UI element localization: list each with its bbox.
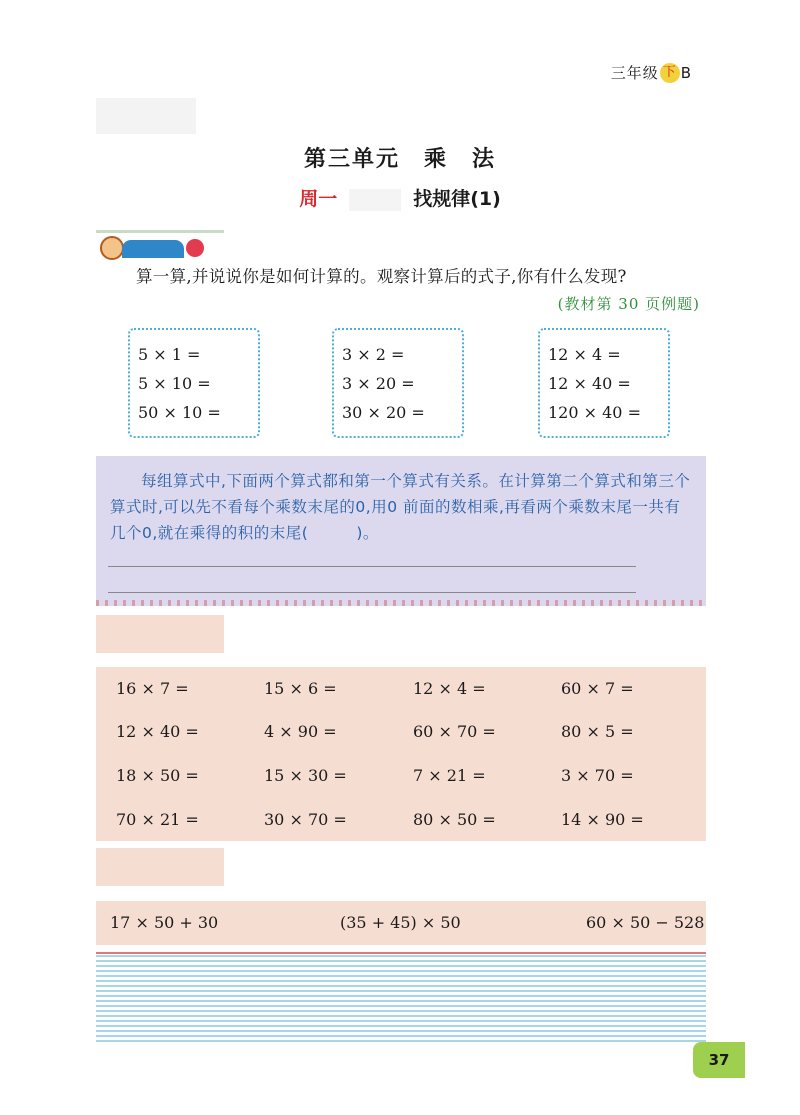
grid-cell: 80 × 50 = [413, 810, 496, 829]
hint-text: 每组算式中,下面两个算式都和第一个算式有关系。在计算第二个算式和第三个算式时,可以先不看每个乘数末尾的0,用0 前面的数相乘,再看两个乘数末尾一共有几个0,就在乘得的积的末尾( )。 [110, 472, 691, 542]
grid-cell: 12 × 40 = [116, 722, 199, 741]
header-placeholder [96, 98, 196, 134]
equation: 30 × 20 = [342, 403, 425, 422]
mixed-calc-row [96, 901, 706, 945]
equation-group-1 [128, 328, 260, 438]
answer-line-1[interactable] [108, 566, 636, 567]
grid-cell: 80 × 5 = [561, 722, 634, 741]
equation: 3 × 2 = [342, 345, 405, 364]
working-area[interactable] [96, 952, 706, 1042]
grade-label [611, 62, 692, 83]
oral-calc-grid [96, 667, 706, 841]
hint-box [96, 456, 706, 606]
oral-calc-badge [96, 230, 224, 258]
mascot-icon [100, 236, 124, 260]
lesson-gap [349, 189, 401, 211]
grid-cell: 18 × 50 = [116, 766, 199, 785]
equation: 5 × 1 = [138, 345, 201, 364]
grid-cell: 30 × 70 = [264, 810, 347, 829]
equation: 5 × 10 = [138, 374, 211, 393]
textbook-reference: (教材第 30 页例题) [557, 295, 700, 313]
section-question: 算一算,并说说你是如何计算的。观察计算后的式子,你有什么发现? [136, 267, 627, 286]
unit-title: 第三单元 乘 法 [303, 147, 496, 172]
equation: 3 × 20 = [342, 374, 415, 393]
equation: 120 × 40 = [548, 403, 641, 422]
mixed-expression: (35 + 45) × 50 [340, 913, 461, 932]
page-number: 37 [693, 1042, 745, 1078]
mixed-expression: 60 × 50 − 528 [586, 913, 705, 932]
lesson-topic: 找规律(1) [413, 188, 501, 210]
equation-group-2 [332, 328, 464, 438]
mixed-expression: 17 × 50 + 30 [110, 913, 219, 932]
grid-cell: 70 × 21 = [116, 810, 199, 829]
grid-cell: 60 × 7 = [561, 679, 634, 698]
lesson-day: 周一 [299, 188, 338, 210]
semester-badge: 下 [660, 63, 680, 83]
grid-cell: 14 × 90 = [561, 810, 644, 829]
equation: 12 × 4 = [548, 345, 621, 364]
grid-cell: 12 × 4 = [413, 679, 486, 698]
grade-prefix: 三年级 [610, 64, 659, 82]
answer-line-2[interactable] [108, 592, 636, 593]
section-3-label-placeholder [96, 848, 224, 886]
equation: 50 × 10 = [138, 403, 221, 422]
equation-group-3 [538, 328, 670, 438]
grid-cell: 3 × 70 = [561, 766, 634, 785]
grid-cell: 4 × 90 = [264, 722, 337, 741]
grid-cell: 16 × 7 = [116, 679, 189, 698]
grid-cell: 7 × 21 = [413, 766, 486, 785]
grid-cell: 15 × 6 = [264, 679, 337, 698]
grid-cell: 15 × 30 = [264, 766, 347, 785]
equation: 12 × 40 = [548, 374, 631, 393]
lesson-title [0, 184, 800, 211]
grade-suffix: B [680, 63, 692, 82]
section-2-label-placeholder [96, 615, 224, 653]
grid-cell: 60 × 70 = [413, 722, 496, 741]
